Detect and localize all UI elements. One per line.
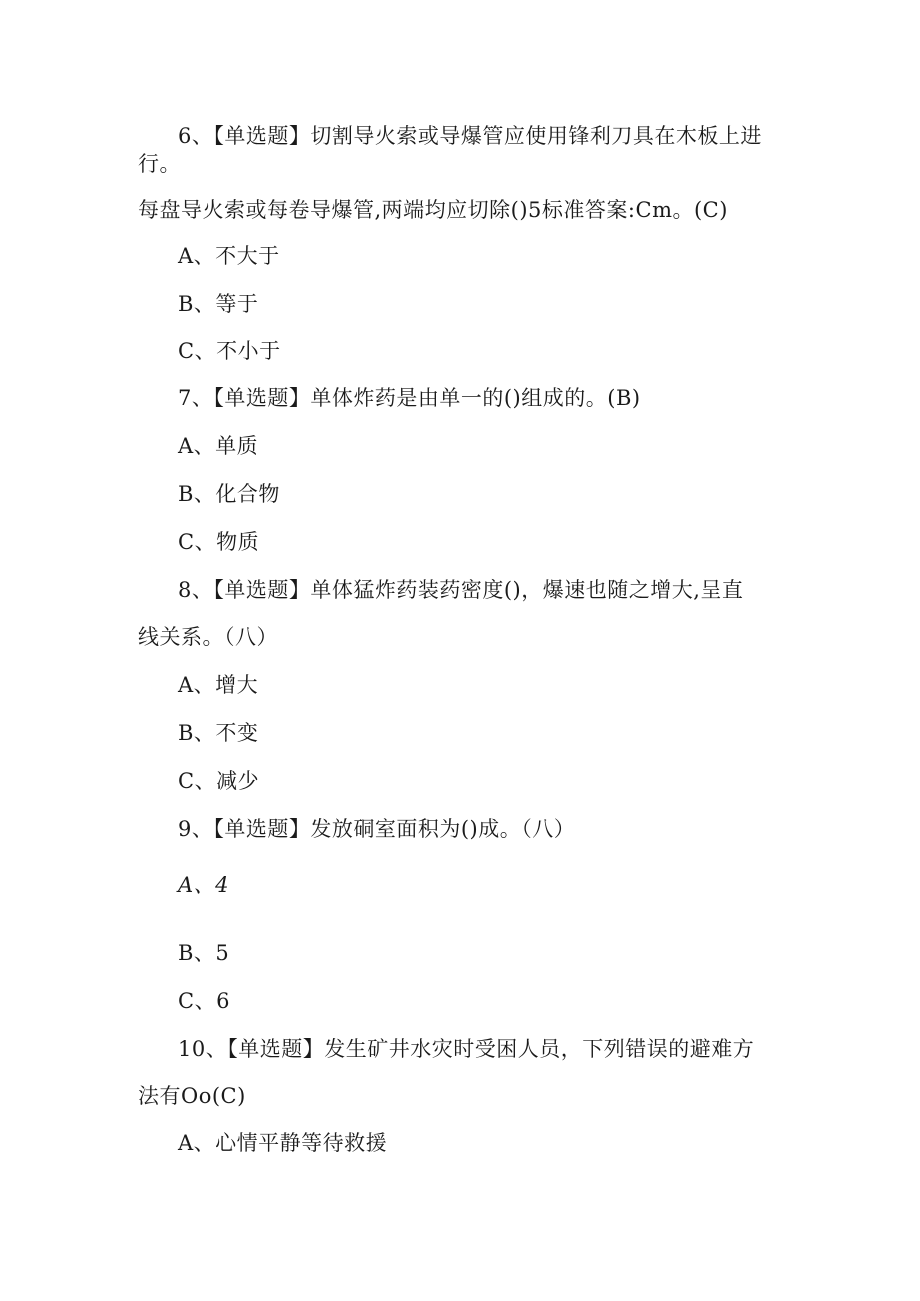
question-6-text: 6、【单选题】切割导火索或导爆管应使用锋利刀具在木板上进 bbox=[178, 124, 762, 148]
question-8-option-b: B、不变 bbox=[178, 721, 259, 745]
question-9-option-b: B、5 bbox=[178, 941, 230, 965]
question-8-option-c: C、减少 bbox=[178, 769, 260, 793]
question-7-option-c: C、物质 bbox=[178, 530, 260, 554]
question-9-text: 9、【单选题】发放硐室面积为()成。（八） bbox=[178, 817, 576, 841]
question-9-option-a: A、4 bbox=[178, 873, 230, 897]
question-6-option-a: A、不大于 bbox=[178, 244, 280, 268]
question-8-option-a: A、增大 bbox=[178, 673, 259, 697]
question-8-text: 8、【单选题】单体猛炸药装药密度()，爆速也随之增大,呈直 bbox=[178, 578, 744, 602]
question-7-text: 7、【单选题】单体炸药是由单一的()组成的。(B) bbox=[178, 386, 641, 410]
question-9-option-c: C、6 bbox=[178, 989, 230, 1013]
question-10-continuation: 法有Oo(C) bbox=[138, 1084, 246, 1108]
question-6-continuation: 行。 bbox=[138, 152, 181, 176]
question-7-option-a: A、单质 bbox=[178, 434, 259, 458]
question-6-option-c: C、不小于 bbox=[178, 339, 281, 363]
question-10-text: 10、【单选题】发生矿井水灾时受困人员，下列错误的避难方 bbox=[178, 1037, 755, 1061]
question-8-continuation: 线关系。（八） bbox=[138, 625, 278, 649]
question-7-option-b: B、化合物 bbox=[178, 482, 280, 506]
question-6-continuation-2: 每盘导火索或每卷导爆管,两端均应切除()5标准答案:Cm。(C) bbox=[138, 198, 728, 222]
question-6-option-b: B、等于 bbox=[178, 292, 259, 316]
question-10-option-a: A、心情平静等待救援 bbox=[178, 1131, 388, 1155]
